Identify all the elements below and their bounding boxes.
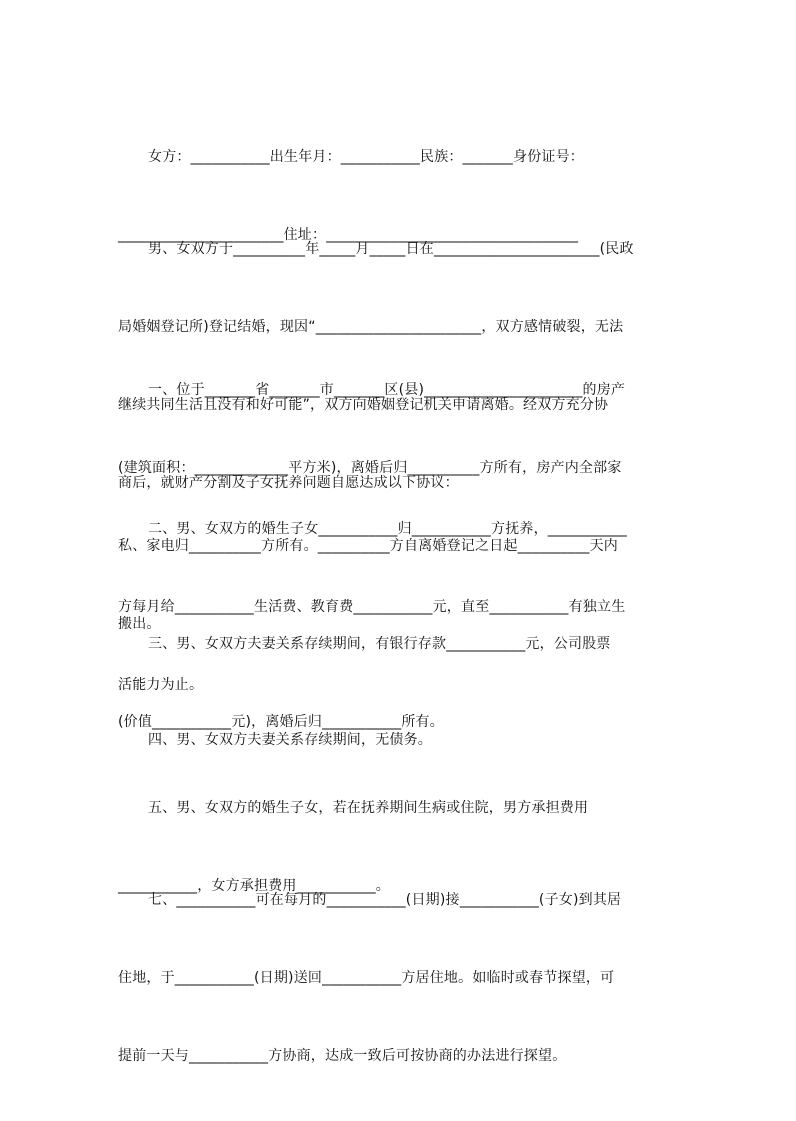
paragraph-line: ___________，女方承担费用___________。	[118, 878, 390, 894]
paragraph-line: 商后，就财产分割及子女抚养问题自愿达成以下协议：	[118, 475, 459, 491]
paragraph-line: 活能力为止。	[118, 677, 204, 693]
paragraph-line: 女方：___________出生年月：___________民族：_______身份证号：	[148, 149, 584, 165]
paragraph-line: 继续共同生活且没有和好可能”，双方向婚姻登记机关申请离婚。经双方充分协	[118, 397, 609, 413]
paragraph-line: 方每月给___________生活费、教育费___________元，直至___________有独立生	[118, 599, 626, 615]
paragraph-line: 七、___________可在每月的___________(日期)接___________(子女)到其居	[148, 892, 622, 908]
paragraph-line: 搬出。	[118, 616, 161, 632]
paragraph-line: (价值___________元)，离婚后归___________所有。	[118, 714, 444, 730]
paragraph-line: 局婚姻登记所)登记结婚，现因“_______________________，双方感情破裂，无法	[118, 319, 624, 335]
paragraph-line: 五、男、女双方的婚生子女，若在抚养期间生病或住院，男方承担费用	[148, 800, 589, 816]
paragraph-line: 四、男、女双方夫妻关系存续期间，无债务。	[148, 732, 432, 748]
paragraph-line: 一、位于_______省_______市_______区(县)______________________的房产	[148, 382, 626, 398]
paragraph-line: 私、家电归__________方所有。__________方自离婚登记之日起__________天内	[118, 538, 618, 554]
paragraph-line: (建筑面积：_____________平方米)，离婚后归__________方所有，房产内全部家	[118, 460, 622, 476]
paragraph-line: 住地，于___________(日期)送回___________方居住地。如临时或春节探望，可	[118, 970, 615, 986]
paragraph-line: _______________________住址：___________________________________	[118, 227, 579, 243]
paragraph-line: 男、女双方于__________年_____月_____日在_______________________(民政	[148, 241, 634, 257]
paragraph-line: 二、男、女双方的婚生子女___________归___________方抚养，___________	[148, 521, 627, 537]
paragraph-line: 提前一天与___________方协商，达成一致后可按协商的办法进行探望。	[118, 1048, 567, 1064]
clause-visitation-paragraph	[118, 835, 678, 1121]
paragraph-line: 三、男、女双方夫妻关系存续期间，有银行存款___________元，公司股票	[148, 636, 611, 652]
